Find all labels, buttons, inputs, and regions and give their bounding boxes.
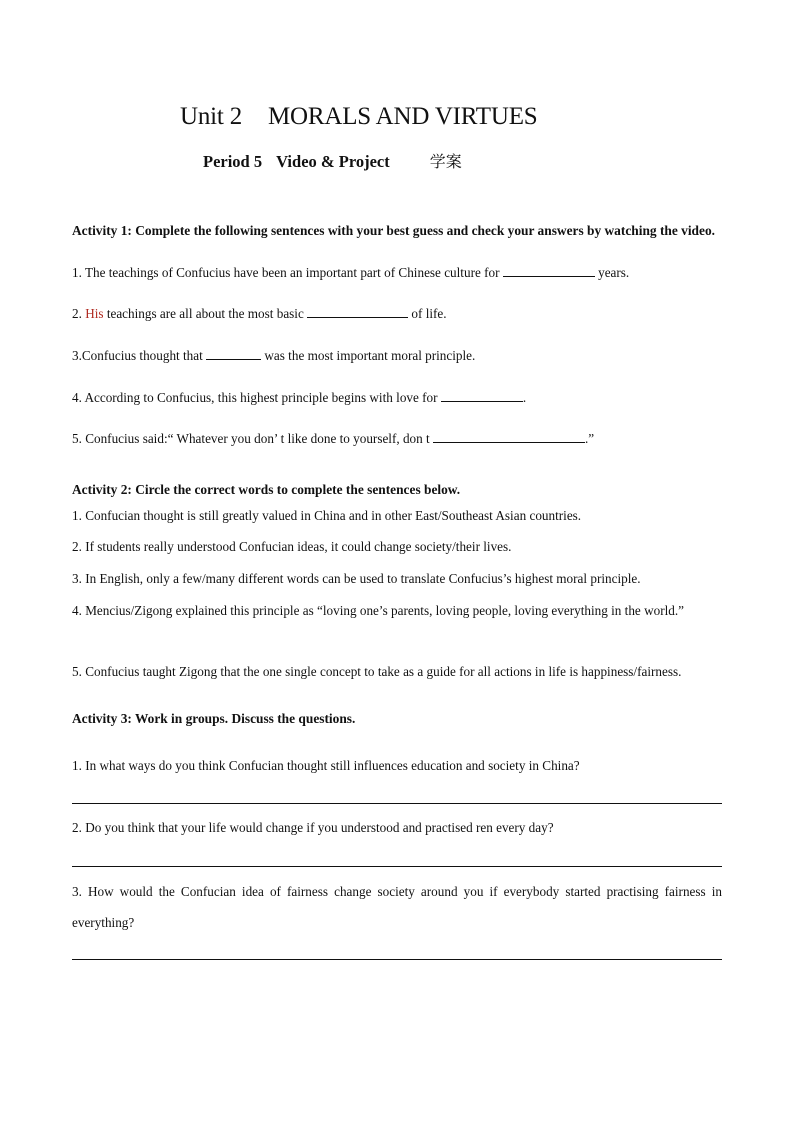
answer-blank-5[interactable]: [433, 430, 585, 443]
page-title: [180, 103, 537, 131]
activity1-question-5: 5. Confucius said:“ Whatever you don’ t like done to yourself, don t .”: [72, 431, 595, 446]
activity1-question-1: 1. The teachings of Confucius have been an important part of Chinese culture for years.: [72, 265, 630, 280]
activity3-question-1: 1. In what ways do you think Confucian thought still influences education and society in China?: [72, 758, 580, 773]
answer-line-2[interactable]: [72, 866, 722, 867]
activity3-question-3: 3. How would the Confucian idea of fairness change society around you if everybody started practising fairness in everything?: [72, 884, 722, 930]
answer-blank-3[interactable]: [206, 347, 261, 360]
activity2-item-5: 5. Confucius taught Zigong that the one single concept to take as a guide for all actions in life is happiness/fairness.: [72, 664, 682, 679]
document-tag: 学案: [429, 152, 462, 171]
answer-blank-4[interactable]: [441, 389, 523, 402]
answer-blank-1[interactable]: [503, 264, 595, 277]
period-label: Period 5: [203, 152, 263, 171]
activity1-question-3: 3.Confucius thought that was the most important moral principle.: [72, 348, 476, 363]
answer-line-3[interactable]: [72, 959, 722, 960]
activity1-question-4: 4. According to Confucius, this highest principle begins with love for .: [72, 390, 527, 405]
activity3-question-2: 2. Do you think that your life would change if you understood and practised ren every day?: [72, 820, 554, 835]
activity2-item-3: 3. In English, only a few/many different words can be used to translate Confucius’s highest moral principle.: [72, 571, 641, 586]
activity1-instruction: Activity 1: Complete the following sentences with your best guess and check your answers by watching the video.: [72, 223, 715, 238]
activity2-item-4: 4. Mencius/Zigong explained this principle as “loving one’s parents, loving people, loving everything in the world.”: [72, 603, 684, 618]
activity1-question-2: 2. His teachings are all about the most basic of life.: [72, 306, 447, 321]
answer-blank-2[interactable]: [307, 305, 408, 318]
activity3-instruction: Activity 3: Work in groups. Discuss the questions.: [72, 711, 356, 726]
section-label: Video & Project: [276, 152, 390, 171]
activity2-instruction: Activity 2: Circle the correct words to complete the sentences below.: [72, 482, 461, 497]
page-subtitle: [203, 149, 462, 172]
answer-line-1[interactable]: [72, 803, 722, 804]
activity2-item-1: 1. Confucian thought is still greatly valued in China and in other East/Southeast Asian countries.: [72, 508, 582, 523]
unit-label: Unit 2: [180, 103, 242, 130]
activity2-item-2: 2. If students really understood Confucian ideas, it could change society/their lives.: [72, 539, 512, 554]
unit-title: MORALS AND VIRTUES: [268, 103, 538, 130]
